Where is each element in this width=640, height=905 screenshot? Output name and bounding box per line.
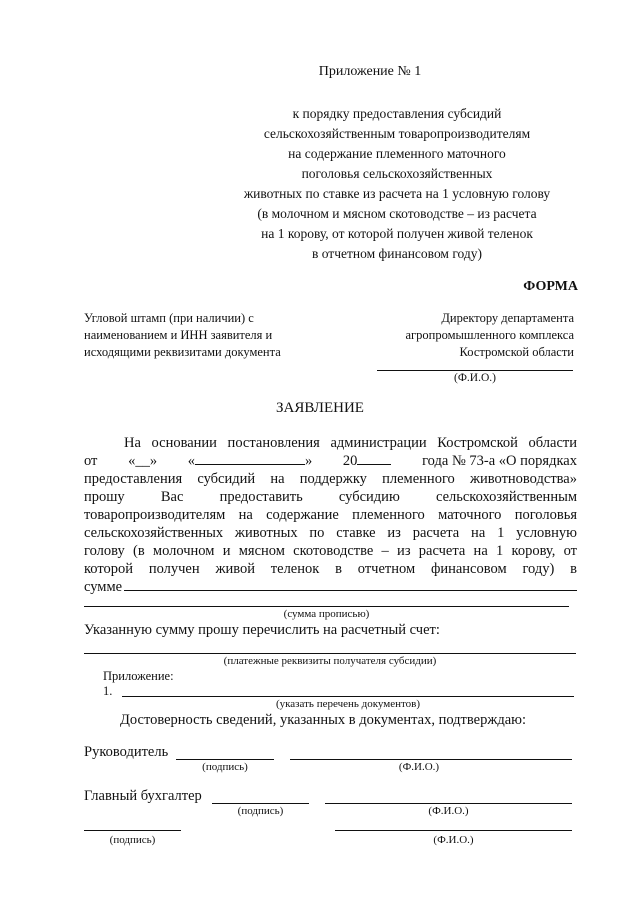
- head-signature-line[interactable]: [176, 759, 274, 760]
- body-line: предоставления субсидий на поддержку племенного животноводства»: [84, 471, 577, 487]
- body-sum-row: [84, 578, 577, 596]
- body-year-field[interactable]: [343, 452, 392, 470]
- addressee-line: Директору департамента: [441, 311, 574, 325]
- year-prefix: 20: [342, 453, 358, 469]
- head-title: Руководитель: [84, 744, 169, 760]
- addressee-line: Костромской области: [459, 345, 574, 359]
- quote-close: »: [305, 453, 313, 469]
- accountant-title: Главный бухгалтер: [84, 788, 202, 804]
- body-line: товаропроизводителям на содержание племенного маточного поголовья: [84, 507, 577, 523]
- payment-details-line[interactable]: [84, 653, 576, 654]
- head-signature-label: (подпись): [202, 761, 248, 773]
- body-from: от: [84, 453, 98, 469]
- stamp-line: наименованием и ИНН заявителя и: [84, 328, 273, 342]
- appendix-line: в отчетном финансовом году): [311, 246, 483, 261]
- appendix-line: на содержание племенного маточного: [288, 146, 506, 161]
- addressee: [340, 310, 574, 361]
- quote-open: «: [187, 453, 195, 469]
- head-fio-label: (Ф.И.О.): [398, 761, 440, 773]
- body-day-field[interactable]: «__»: [128, 453, 158, 469]
- appendix-line: к порядку предоставления субсидий: [292, 106, 502, 121]
- appendix-description: [200, 104, 594, 264]
- accountant-fio-label: (Ф.И.О.): [428, 805, 469, 817]
- body-sum-label: сумме: [84, 579, 123, 595]
- month-blank[interactable]: [195, 464, 305, 465]
- director-fio-label: (Ф.И.О.): [454, 372, 496, 384]
- appendix-line: (в молочном и мясном скотоводстве – из расчета: [257, 206, 537, 221]
- stamp-line: Угловой штамп (при наличии) с: [84, 311, 254, 325]
- appendix-line: поголовья сельскохозяйственных: [301, 166, 493, 181]
- accountant-fio-line[interactable]: [325, 803, 572, 804]
- extra-signature-label: (подпись): [109, 834, 156, 846]
- body-line: сельскохозяйственных животных по ставке из расчета на 1 условную: [84, 525, 577, 541]
- stamp-line: исходящими реквизитами документа: [84, 345, 281, 359]
- statement-body: [84, 434, 577, 596]
- confirm-text: Достоверность сведений, указанных в документах, подтверждаю:: [120, 712, 527, 728]
- body-line-date: [84, 452, 577, 470]
- extra-fio-line[interactable]: [335, 830, 572, 831]
- extra-fio-label: (Ф.И.О.): [433, 834, 474, 846]
- extra-signature-line[interactable]: [84, 830, 181, 831]
- appendix-line: животных по ставке из расчета на 1 условную голову: [243, 186, 551, 201]
- body-month-field[interactable]: [188, 452, 313, 470]
- accountant-signature-label: (подпись): [237, 805, 284, 817]
- form-label: ФОРМА: [523, 279, 578, 294]
- appendix-line: на 1 корову, от которой получен живой теленок: [261, 226, 533, 241]
- director-fio-line[interactable]: [377, 370, 573, 371]
- corner-stamp-note: [84, 310, 324, 361]
- body-line: На основании постановления администрации Костромской области: [124, 435, 577, 451]
- head-fio-line[interactable]: [290, 759, 572, 760]
- sum-words-label: (сумма прописью): [283, 608, 370, 620]
- sum-words-line[interactable]: [84, 606, 569, 607]
- attachment-list-label: (указать перечень документов): [275, 698, 421, 710]
- body-line: голову (в молочном и мясном скотоводстве – из расчета на 1 корову, от: [84, 543, 577, 559]
- payment-details-label: (платежные реквизиты получателя субсидии): [223, 655, 437, 667]
- statement-heading: ЗАЯВЛЕНИЕ: [276, 400, 364, 416]
- attachment-list-line[interactable]: [122, 696, 574, 697]
- sum-figure-blank[interactable]: [124, 590, 577, 591]
- attachment-title: Приложение:: [103, 669, 174, 683]
- appendix-title: Приложение № 1: [318, 64, 422, 79]
- accountant-signature-line[interactable]: [212, 803, 309, 804]
- year-blank[interactable]: [357, 464, 391, 465]
- transfer-text: Указанную сумму прошу перечислить на расчетный счет:: [84, 622, 440, 638]
- body-line: которой получен живой теленок в отчетном финансовом году) в: [84, 561, 577, 577]
- body-line: прошу Вас предоставить субсидию сельскохозяйственным: [84, 489, 577, 505]
- appendix-line: сельскохозяйственным товаропроизводителям: [263, 126, 531, 141]
- attachment-item-number: 1.: [103, 684, 113, 698]
- addressee-line: агропромышленного комплекса: [405, 328, 574, 342]
- body-decree: года № 73-а «О порядках: [422, 453, 577, 469]
